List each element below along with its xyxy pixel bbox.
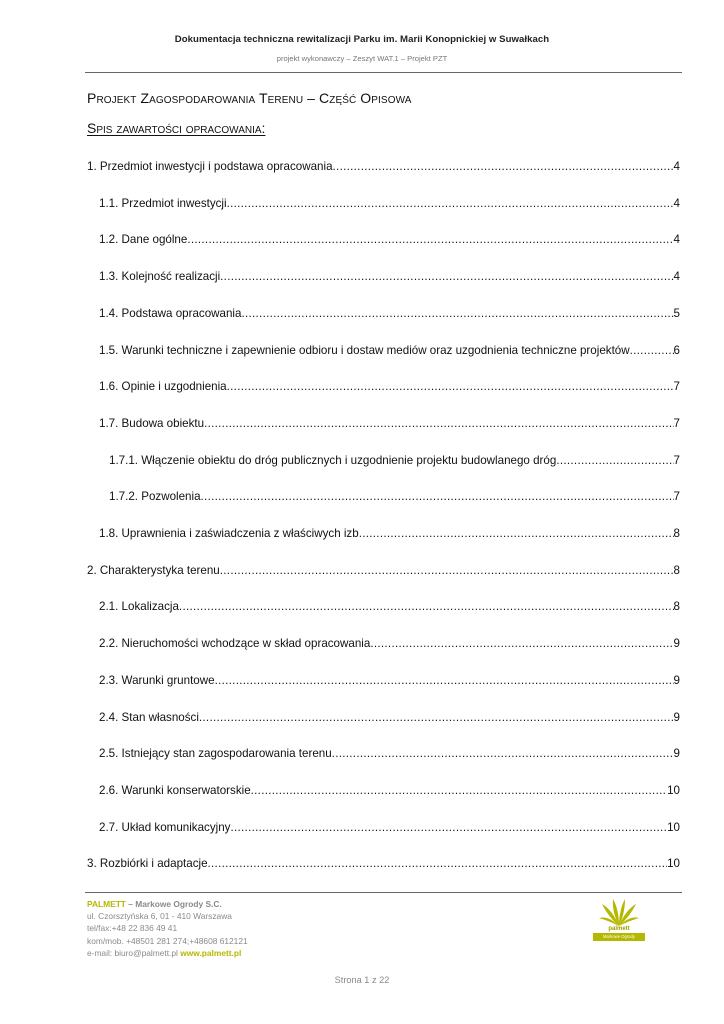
footer-divider bbox=[85, 892, 682, 893]
toc-dot-leader bbox=[251, 784, 667, 797]
footer-company: – Markowe Ogrody S.C. bbox=[125, 899, 222, 909]
toc-entry-label: 1. Przedmiot inwestycji i podstawa opracowania bbox=[87, 160, 333, 173]
toc-entry-page: 8 bbox=[673, 527, 680, 540]
toc-dot-leader bbox=[208, 857, 668, 870]
toc-dot-leader bbox=[201, 490, 674, 503]
toc-entry[interactable] bbox=[99, 747, 680, 763]
toc-entry-label: 3. Rozbiórki i adaptacje bbox=[87, 857, 208, 871]
toc-entry-page: 4 bbox=[673, 233, 680, 247]
logo-wordmark: palmett bbox=[608, 926, 630, 932]
toc-entry[interactable] bbox=[99, 674, 680, 690]
toc-entry[interactable] bbox=[99, 527, 680, 543]
toc-entry-page: 4 bbox=[673, 196, 680, 210]
toc-entry-page: 9 bbox=[673, 673, 680, 687]
toc-entry-label: 2.1. Lokalizacja bbox=[99, 600, 179, 614]
toc-entry[interactable] bbox=[99, 307, 680, 323]
toc-dot-leader bbox=[204, 417, 673, 430]
toc-dot-leader bbox=[370, 637, 673, 650]
toc-entry[interactable] bbox=[99, 784, 680, 800]
toc-dot-leader bbox=[227, 380, 674, 393]
toc-dot-leader bbox=[333, 160, 674, 173]
toc-dot-leader bbox=[359, 527, 674, 540]
toc-dot-leader bbox=[227, 197, 674, 210]
toc-dot-leader bbox=[241, 307, 673, 320]
toc-dot-leader bbox=[230, 821, 667, 834]
footer-telfax: tel/fax:+48 22 836 49 41 bbox=[87, 923, 178, 934]
toc-entry[interactable] bbox=[99, 380, 680, 396]
logo-caption: Markowe Ogrody bbox=[593, 933, 645, 941]
footer-email-line bbox=[87, 947, 248, 959]
toc-entry[interactable] bbox=[99, 233, 680, 249]
toc-entry-page: 7 bbox=[673, 416, 680, 430]
toc-entry-label: 1.5. Warunki techniczne i zapewnienie odbioru i dostaw mediów oraz uzgodnienia techniczne projektów bbox=[99, 343, 630, 357]
toc-entry-page: 5 bbox=[673, 306, 680, 320]
toc-entry-label: 1.7.1. Włączenie obiektu do dróg publicznych i uzgodnienie projektu budowlanego dróg bbox=[109, 453, 557, 467]
toc-entry-page: 9 bbox=[673, 637, 680, 651]
toc-entry[interactable] bbox=[87, 564, 680, 580]
footer-mobile: kom/mob. +48501 281 274;+48608 612121 bbox=[87, 935, 248, 946]
footer-contact bbox=[87, 898, 248, 959]
toc-entry-page: 6 bbox=[673, 343, 680, 357]
toc-dot-leader bbox=[220, 270, 673, 283]
toc-dot-leader bbox=[220, 564, 674, 577]
toc-entry[interactable] bbox=[99, 637, 680, 653]
toc-entry[interactable] bbox=[99, 711, 680, 727]
toc-entry[interactable] bbox=[109, 454, 680, 470]
toc-entry[interactable] bbox=[109, 490, 680, 506]
toc-entry-label: 1.7.2. Pozwolenia bbox=[109, 490, 201, 504]
toc-entry-page: 10 bbox=[667, 820, 680, 834]
toc-entry-page: 9 bbox=[673, 710, 680, 724]
footer-company-line bbox=[87, 898, 248, 910]
toc-entry[interactable] bbox=[99, 417, 680, 433]
toc-entry-label: 1.6. Opinie i uzgodnienia bbox=[99, 380, 227, 394]
toc-entry-label: 1.2. Dane ogólne bbox=[99, 233, 188, 247]
toc-dot-leader bbox=[332, 747, 674, 760]
toc-entry-page: 4 bbox=[673, 270, 680, 284]
toc-dot-leader bbox=[215, 674, 674, 687]
toc-entry-page: 7 bbox=[673, 380, 680, 394]
toc-entry-label: 2.7. Układ komunikacyjny bbox=[99, 820, 231, 834]
page-header bbox=[0, 34, 724, 63]
toc-entry[interactable] bbox=[99, 197, 680, 213]
toc-entry-label: 2.2. Nieruchomości wchodzące w skład opracowania bbox=[99, 637, 371, 651]
toc-entry[interactable] bbox=[99, 270, 680, 286]
toc-entry-label: 1.7. Budowa obiektu bbox=[99, 416, 205, 430]
toc-entry[interactable] bbox=[87, 857, 680, 873]
toc-entry-page: 7 bbox=[673, 490, 680, 504]
toc-entry[interactable] bbox=[99, 600, 680, 616]
toc-entry-label: 2.5. Istniejący stan zagospodarowania terenu bbox=[99, 747, 332, 761]
toc-entry[interactable] bbox=[99, 821, 680, 837]
toc-entry-label: 2.6. Warunki konserwatorskie bbox=[99, 783, 251, 797]
document-title: Projekt Zagospodarowania Terenu – Część Opisowa bbox=[87, 90, 412, 106]
toc-entry-page: 8 bbox=[673, 600, 680, 614]
footer-email: e-mail: biuro@palmett.pl bbox=[87, 947, 181, 958]
toc-entry-page: 9 bbox=[673, 747, 680, 761]
toc-dot-leader bbox=[556, 454, 673, 467]
toc-entry[interactable] bbox=[87, 160, 680, 176]
toc-entry-label: 1.4. Podstawa opracowania bbox=[99, 306, 242, 320]
header-divider bbox=[85, 72, 682, 73]
toc-entry-page: 10 bbox=[667, 857, 680, 871]
toc-dot-leader bbox=[199, 711, 674, 724]
toc-dot-leader bbox=[179, 600, 674, 613]
toc-entry-label: 1.1. Przedmiot inwestycji bbox=[99, 196, 227, 210]
header-subtitle: projekt wykonawczy – Zeszyt WAT.1 – Projekt PZT bbox=[276, 54, 448, 63]
toc-entry-label: 2.4. Stan własności bbox=[99, 710, 199, 724]
footer-brand: PALMETT bbox=[87, 899, 126, 909]
footer-address: ul. Czorsztyńska 6, 01 - 410 Warszawa bbox=[87, 911, 232, 922]
toc-entry-label: 2. Charakterystyka terenu bbox=[87, 563, 220, 577]
toc-entry-page: 10 bbox=[667, 783, 680, 797]
page-number: Strona 1 z 22 bbox=[334, 975, 390, 985]
footer-website-link[interactable]: www.palmett.pl bbox=[180, 947, 242, 958]
toc-heading: Spis zawartości opracowania: bbox=[87, 120, 266, 136]
header-title: Dokumentacja techniczna rewitalizacji Parku im. Marii Konopnickiej w Suwałkach bbox=[174, 34, 550, 45]
toc-entry-label: 1.3. Kolejność realizacji bbox=[99, 270, 221, 284]
toc-entry-page: 7 bbox=[673, 453, 680, 467]
toc-dot-leader bbox=[187, 233, 673, 246]
toc-dot-leader bbox=[630, 344, 674, 357]
toc-entry-page: 4 bbox=[673, 160, 680, 173]
toc-entry-label: 1.8. Uprawnienia i zaświadczenia z właściwych izb bbox=[99, 527, 359, 540]
toc-entry-page: 8 bbox=[673, 563, 680, 577]
toc-entry[interactable] bbox=[99, 344, 680, 360]
toc-entry-label: 2.3. Warunki gruntowe bbox=[99, 673, 215, 687]
